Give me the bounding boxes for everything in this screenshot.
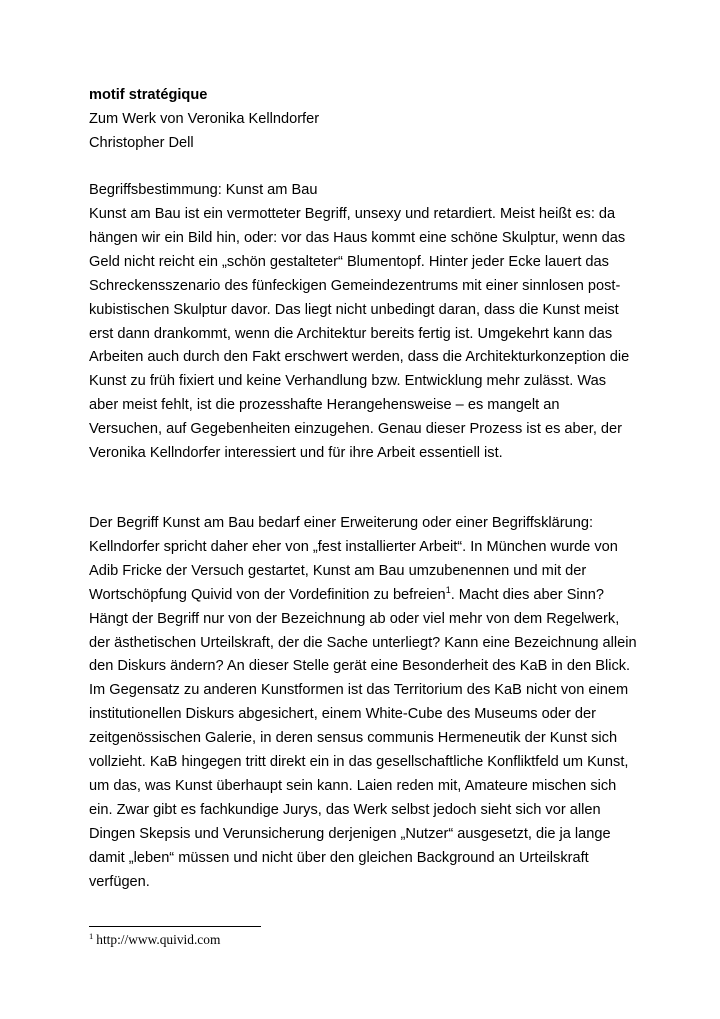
paragraph-line: Kunst am Bau ist ein vermotteter Begriff, unsexy und retardiert. Meist heißt es: da (89, 206, 616, 222)
paragraph-line: Der Begriff Kunst am Bau bedarf einer Erweiterung oder einer Begriffsklärung: (89, 515, 594, 531)
paragraph-line: institutionellen Diskurs abgesichert, einem White-Cube des Museums oder der (89, 706, 596, 723)
line-text-start: Wortschöpfung Quivid von der Vordefinition zu befreien (89, 586, 446, 603)
document-author: Christopher Dell (89, 135, 194, 151)
paragraph-line-with-footnote-ref (89, 584, 649, 608)
paragraph-line: Kellndorfer spricht daher eher von „fest installierter Arbeit“. In München wurde von (89, 538, 618, 555)
paragraph-line: zeitgenössischen Galerie, in deren sensus communis Hermeneutik der Kunst sich (89, 730, 618, 747)
paragraph-line: ein. Zwar gibt es fachkundige Jurys, das Werk selbst jedoch sieht sich vor allen (89, 801, 601, 818)
footnote-link[interactable]: http://www.quivid.com (96, 932, 221, 947)
paragraph-line: Arbeiten auch durch den Fakt erschwert werden, dass die Architekturkonzeption die (89, 349, 630, 366)
footnote-separator (89, 926, 261, 927)
paragraph-line: vollzieht. KaB hingegen tritt direkt ein in das gesellschaftliche Konfliktfeld um Kunst, (89, 754, 629, 771)
paragraph-line: Hängt der Begriff nur von der Bezeichnung ab oder viel mehr von dem Regelwerk, (89, 610, 620, 627)
document-subtitle: Zum Werk von Veronika Kellndorfer (89, 111, 320, 127)
paragraph-line: Veronika Kellndorfer interessiert und für ihre Arbeit essentiell ist. (89, 445, 503, 462)
footnote-marker: 1 (89, 930, 94, 941)
paragraph-line: um das, was Kunst überhaupt sein kann. Laien reden mit, Amateure mischen sich (89, 777, 617, 794)
paragraph-1 (89, 203, 649, 466)
paragraph-line: Kunst zu früh fixiert und keine Verhandlung bzw. Entwicklung mehr zulässt. Was (89, 373, 606, 390)
paragraph-line: Adib Fricke der Versuch gestartet, Kunst am Bau umzubenennen und mit der (89, 562, 587, 579)
paragraph-line: Schreckensszenario des fünfeckigen Gemeindezentrums mit einer sinnlosen post- (89, 277, 621, 294)
paragraph-2 (89, 512, 649, 895)
paragraph-line: hängen wir ein Bild hin, oder: vor das Haus kommt eine schöne Skulptur, wenn das (89, 229, 626, 246)
paragraph-line: Geld nicht reicht ein „schön gestalteter“ Blumentopf. Hinter jeder Ecke lauert das (89, 253, 609, 270)
paragraph-line: Versuchen, auf Gegebenheiten einzugehen. Genau dieser Prozess ist es aber, der (89, 421, 623, 438)
paragraph-line: den Diskurs ändern? An dieser Stelle gerät eine Besonderheit des KaB in den Blick. (89, 658, 631, 675)
paragraph-line: Dingen Skepsis und Verunsicherung derjenigen „Nutzer“ ausgesetzt, die ja lange (89, 825, 611, 842)
document-title: motif stratégique (89, 87, 208, 103)
paragraph-line: damit „leben“ müssen und nicht über den gleichen Background an Urteilskraft (89, 849, 589, 866)
paragraph-line: erst dann drankommt, wenn die Architektur bereits fertig ist. Umgekehrt kann das (89, 325, 613, 342)
footnote (89, 930, 220, 950)
line-text-end: . Macht dies aber Sinn? (450, 586, 605, 603)
paragraph-line: verfügen. (89, 873, 150, 890)
paragraph-line: aber meist fehlt, ist die prozesshafte Herangehensweise – es mangelt an (89, 397, 560, 414)
footnote-reference: 1 (445, 584, 451, 595)
paragraph-line: kubistischen Skulptur davor. Das liegt nicht unbedingt daran, dass die Kunst meist (89, 301, 619, 318)
paragraph-line: Im Gegensatz zu anderen Kunstformen ist das Territorium des KaB nicht von einem (89, 682, 629, 699)
paragraph-line: der ästhetischen Urteilskraft, der die Sache unterliegt? Kann eine Bezeichnung allein (89, 634, 637, 651)
section-heading: Begriffsbestimmung: Kunst am Bau (89, 182, 318, 198)
